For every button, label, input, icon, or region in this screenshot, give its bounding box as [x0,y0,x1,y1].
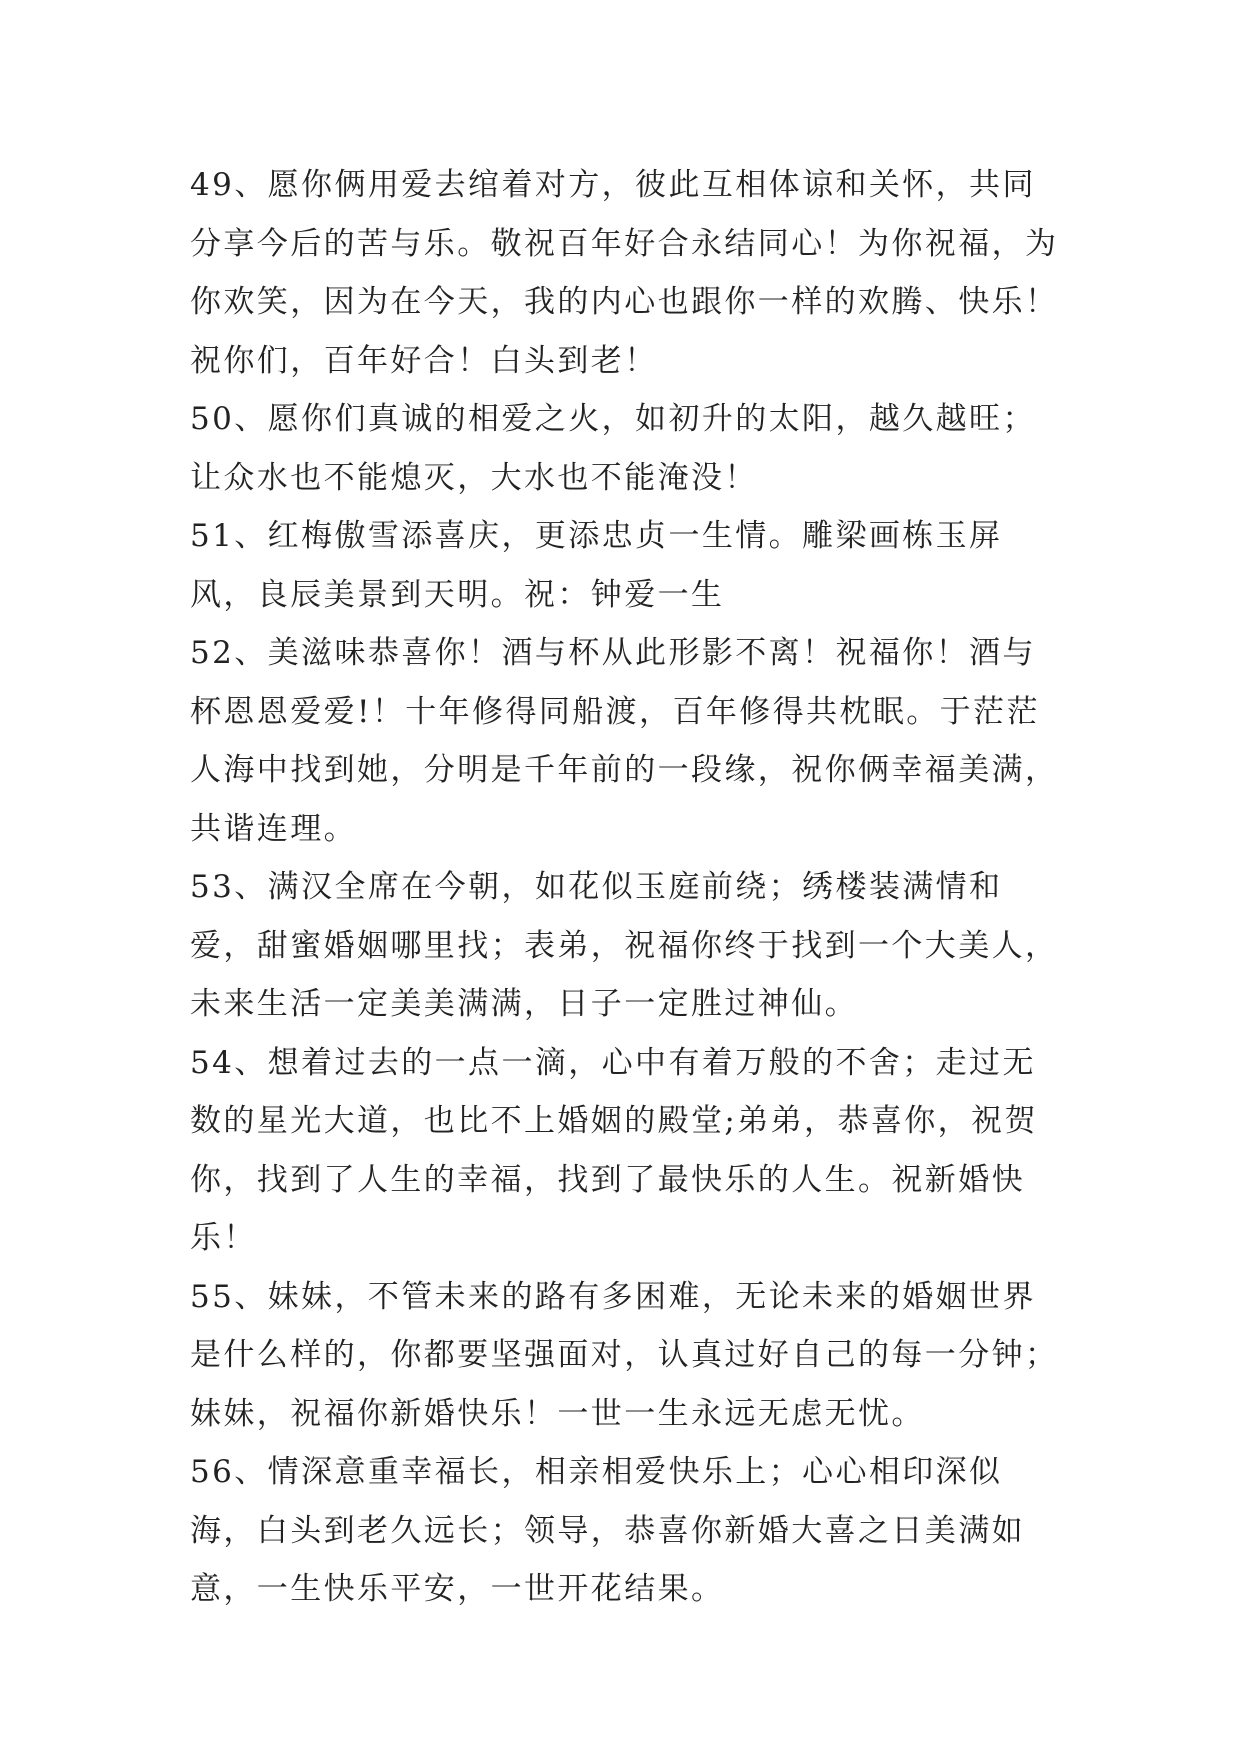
paragraph-56: 56、情深意重幸福长，相亲相爱快乐上；心心相印深似海，白头到老久远长；领导，恭喜你新婚大喜之日美满如意，一生快乐平安，一世开花结果。 [190,1454,1025,1607]
paragraph-51: 51、红梅傲雪添喜庆，更添忠贞一生情。雕梁画栋玉屏风，良辰美景到天明。祝：钟爱一生 [190,518,1003,613]
paragraph-52: 52、美滋味恭喜你！酒与杯从此形影不离！祝福你！酒与杯恩恩爱爱!！十年修得同船渡，百年修得共枕眠。于茫茫人海中找到她，分明是千年前的一段缘，祝你俩幸福美满，共谐连理。 [190,635,1059,847]
paragraph-53: 53、满汉全席在今朝，如花似玉庭前绕；绣楼装满情和爱，甜蜜婚姻哪里找；表弟，祝福你终于找到一个大美人，未来生活一定美美满满，日子一定胜过神仙。 [190,869,1059,1022]
paragraph-55: 55、妹妹，不管未来的路有多困难，无论未来的婚姻世界是什么样的，你都要坚强面对，认真过好自己的每一分钟；妹妹，祝福你新婚快乐！一世一生永远无虑无忧。 [190,1278,1059,1432]
paragraph-54: 54、想着过去的一点一滴，心中有着万般的不舍；走过无数的星光大道，也比不上婚姻的殿堂;弟弟，恭喜你，祝贺你，找到了人生的幸福，找到了最快乐的人生。祝新婚快乐！ [190,1044,1038,1256]
document-body [190,156,1062,1619]
paragraph-49: 49、愿你俩用爱去绾着对方，彼此互相体谅和关怀，共同分享今后的苦与乐。敬祝百年好合永结同心！为你祝福，为你欢笑，因为在今天，我的内心也跟你一样的欢腾、快乐！祝你们，百年好合！白头到老！ [190,167,1059,379]
paragraph-50: 50、愿你们真诚的相爱之火，如初升的太阳，越久越旺；让众水也不能熄灭，大水也不能淹没！ [190,401,1036,496]
